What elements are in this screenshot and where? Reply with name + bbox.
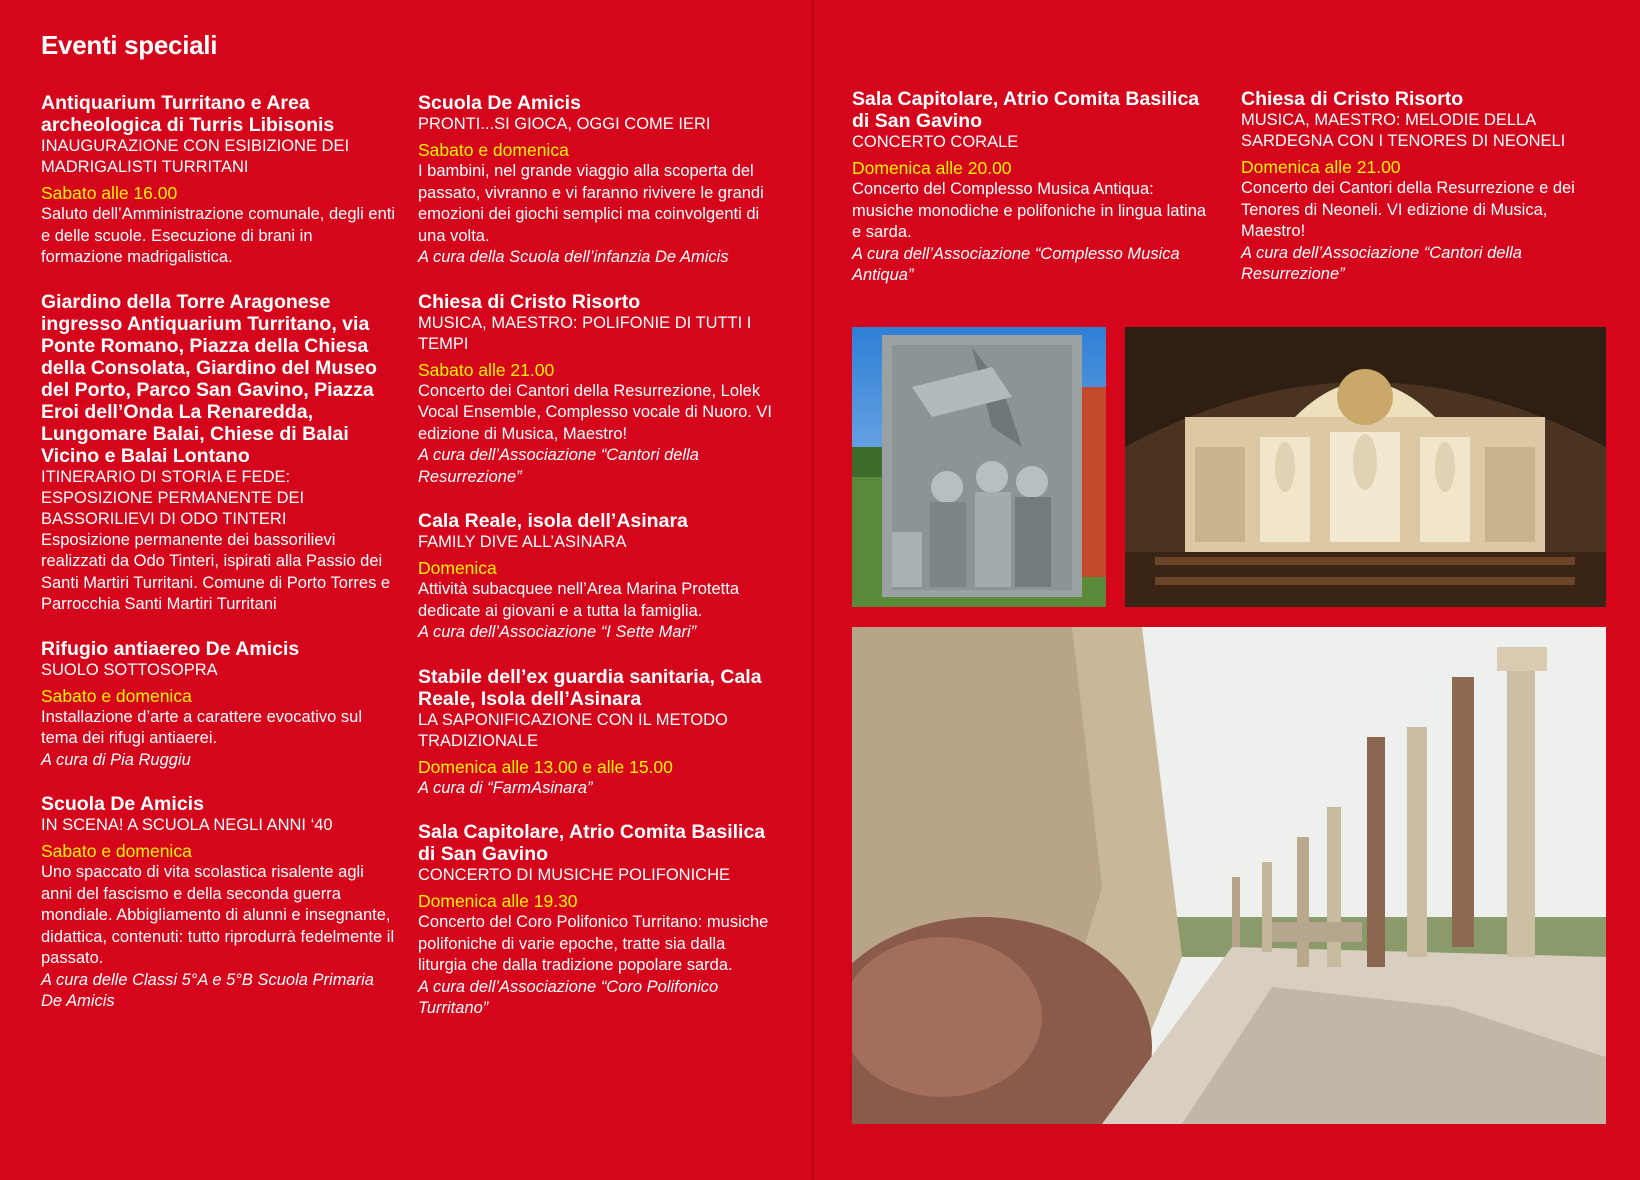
event-entry <box>418 666 773 800</box>
event-subtitle: MUSICA, MAESTRO: MELODIE DELLA SARDEGNA CON I TENORES DI NEONELI <box>1241 111 1566 150</box>
event-title: Rifugio antiaereo De Amicis <box>41 637 300 660</box>
event-credit: A cura della Scuola dell’infanzia De Amicis <box>418 248 729 266</box>
event-description: Esposizione permanente dei bassorilievi realizzati da Odo Tinteri, ispirati alla Passio dei Santi Martiri Turritani. Comune di Porto Torres e Parrocchia Santi Martiri Turritani <box>41 530 391 613</box>
page-title: Eventi speciali <box>41 30 218 60</box>
event-entry <box>418 92 773 269</box>
page-fold <box>812 0 814 1180</box>
event-description: I bambini, nel grande viaggio alla scoperta del passato, vivranno e vi faranno rivivere le grandi emozioni dei giochi semplici ma coinvolgenti di una volta. <box>418 162 764 245</box>
event-credit: A cura dell’Associazione “Cantori della Resurrezione” <box>1241 243 1522 283</box>
event-subtitle: PRONTI...SI GIOCA, OGGI COME IERI <box>418 115 711 133</box>
event-entry <box>41 92 396 269</box>
event-subtitle: CONCERTO DI MUSICHE POLIFONICHE <box>418 866 731 884</box>
event-schedule: Domenica alle 20.00 <box>852 158 1012 178</box>
event-description: Uno spaccato di vita scolastica risalente agli anni del fascismo e della seconda guerra mondiale. Abbigliamento di alunni e insegnante, didattica, contenuti: tutto riprodurrà fedelmente il passato. <box>41 863 395 967</box>
event-title: Chiesa di Cristo Risorto <box>418 290 641 313</box>
event-title: Scuola De Amicis <box>41 793 204 815</box>
event-title: Sala Capitolare, Atrio Comita Basilica di San Gavino <box>418 821 766 865</box>
event-schedule: Domenica alle 19.30 <box>418 891 578 911</box>
event-subtitle: ITINERARIO DI STORIA E FEDE: ESPOSIZIONE PERMANENTE DEI BASSORILIEVI DI ODO TINTERI <box>41 467 305 528</box>
event-entry <box>418 510 773 644</box>
event-credit: A cura delle Classi 5°A e 5°B Scuola Primaria De Amicis <box>41 970 374 1010</box>
event-description: Installazione d’arte a carattere evocativo sul tema dei rifugi antiaerei. <box>41 707 363 747</box>
event-subtitle: INAUGURAZIONE CON ESIBIZIONE DEI MADRIGALISTI TURRITANI <box>41 137 350 176</box>
event-schedule: Sabato alle 21.00 <box>418 359 555 380</box>
event-subtitle: LA SAPONIFICAZIONE CON IL METODO TRADIZIONALE <box>418 710 728 750</box>
event-schedule: Domenica <box>418 558 497 578</box>
chapel-interior-photo <box>1125 327 1606 607</box>
event-credit: A cura di Pia Ruggiu <box>41 750 191 769</box>
event-entry <box>41 793 396 1013</box>
events-column-1 <box>41 92 396 1035</box>
event-title: Giardino della Torre Aragonese ingresso Antiquarium Turritano, via Ponte Romano, Piazza della Chiesa della Consolata, Giardino del Museo del Porto, Parco San Gavino, Piazza Eroi dell’Onda La Renaredda, Lungomare Balai, Chiese di Balai Vicino e Balai Lontano <box>41 290 377 467</box>
event-description: Concerto dei Cantori della Resurrezione, Lolek Vocal Ensemble, Complesso vocale di Nuoro. VI edizione di Musica, Maestro! <box>418 381 773 443</box>
event-subtitle: MUSICA, MAESTRO: POLIFONIE DI TUTTI I TEMPI <box>418 313 752 353</box>
event-credit: A cura dell’Associazione “Complesso Musica Antiqua” <box>852 244 1180 284</box>
event-schedule: Sabato alle 16.00 <box>41 183 178 203</box>
event-description: Attività subacquee nell’Area Marina Protetta dedicate ai giovani e a tutta la famiglia. <box>418 580 740 620</box>
event-entry <box>418 291 773 489</box>
event-schedule: Sabato e domenica <box>41 685 192 706</box>
event-schedule: Sabato e domenica <box>41 841 192 861</box>
event-title: Antiquarium Turritano e Area archeologica di Turris Libisonis <box>41 92 335 136</box>
event-title: Cala Reale, isola dell’Asinara <box>418 510 688 532</box>
event-entry <box>41 291 396 616</box>
event-schedule: Sabato e domenica <box>418 140 569 160</box>
event-entry <box>418 821 773 1020</box>
events-column-4 <box>1241 88 1603 308</box>
event-credit: A cura di “FarmAsinara” <box>418 778 593 797</box>
event-subtitle: FAMILY DIVE ALL’ASINARA <box>418 533 627 551</box>
event-title: Stabile dell’ex guardia sanitaria, Cala Reale, Isola dell’Asinara <box>418 665 762 710</box>
event-entry <box>852 88 1214 287</box>
events-column-2 <box>418 92 773 1042</box>
event-subtitle: IN SCENA! A SCUOLA NEGLI ANNI ‘40 <box>41 816 333 834</box>
bas-relief-photo <box>852 327 1106 607</box>
event-credit: A cura dell’Associazione “I Sette Mari” <box>418 623 697 641</box>
events-column-3 <box>852 88 1214 309</box>
event-title: Sala Capitolare, Atrio Comita Basilica di San Gavino <box>852 88 1200 132</box>
event-subtitle: SUOLO SOTTOSOPRA <box>41 660 218 679</box>
event-title: Scuola De Amicis <box>418 92 581 114</box>
event-title: Chiesa di Cristo Risorto <box>1241 88 1464 110</box>
event-description: Concerto del Complesso Musica Antiqua: musiche monodiche e polifoniche in lingua latina e sarda. <box>852 180 1207 241</box>
event-entry <box>41 638 396 772</box>
event-description: Concerto dei Cantori della Resurrezione e dei Tenores di Neoneli. VI edizione di Musica, Maestro! <box>1241 179 1575 240</box>
event-subtitle: CONCERTO CORALE <box>852 133 1019 151</box>
event-entry <box>1241 88 1603 286</box>
roman-ruins-photo <box>852 627 1606 1124</box>
event-description: Saluto dell’Amministrazione comunale, degli enti e delle scuole. Esecuzione di brani in formazione madrigalistica. <box>41 205 396 266</box>
event-schedule: Domenica alle 21.00 <box>1241 157 1401 177</box>
event-description: Concerto del Coro Polifonico Turritano: musiche polifoniche di varie epoche, tratte sia dalla liturgia che dalla tradizione popolare sarda. <box>418 913 769 974</box>
event-credit: A cura dell’Associazione “Cantori della Resurrezione” <box>418 446 699 486</box>
event-credit: A cura dell’Associazione “Coro Polifonico Turritano” <box>418 977 719 1017</box>
event-schedule: Domenica alle 13.00 e alle 15.00 <box>418 756 673 777</box>
